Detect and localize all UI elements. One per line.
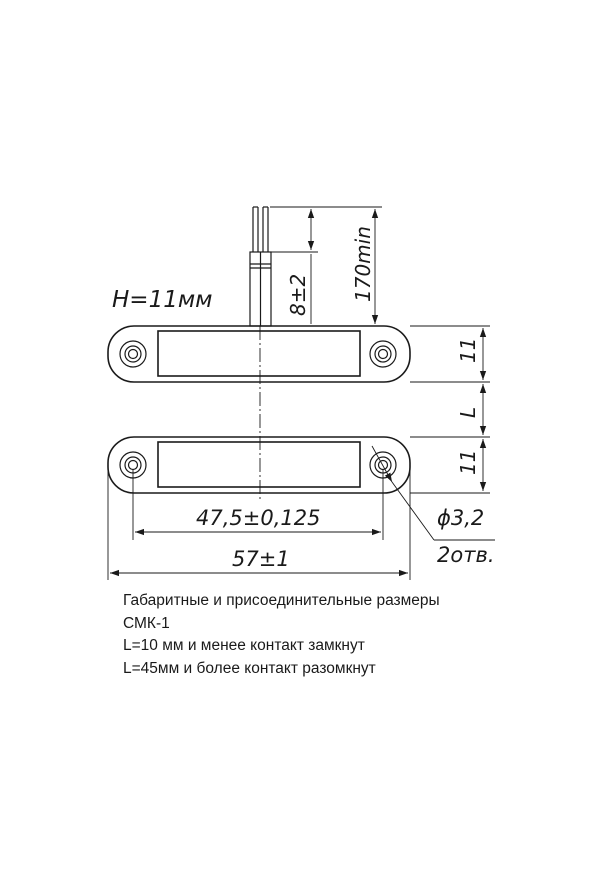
caption [123,590,440,680]
top-reed-switch-body [108,326,410,382]
caption-line-4: L=45мм и более контакт разомкнут [123,659,376,677]
label-hole-count: 2отв. [437,543,495,567]
label-sleeve: 8±2 [286,273,310,316]
top-left-mounting-hole [120,341,146,367]
label-height-bottom: 11 [456,449,480,475]
bottom-magnet-body [108,437,410,493]
label-hole-diameter: ϕ3,2 [437,506,485,530]
lead-wires [250,207,271,326]
label-gap: L [456,406,480,418]
label-overall-length: 57±1 [232,547,290,571]
label-height-top: 11 [456,337,480,363]
label-170min: 170min [351,226,375,302]
label-hole-spacing: 47,5±0,125 [196,506,321,530]
top-right-mounting-hole [370,341,396,367]
caption-line-3: L=10 мм и менее контакт замкнут [123,637,365,654]
height-note: H=11мм [112,287,213,313]
caption-line-1: Габаритные и присоединительные размеры [123,592,440,609]
caption-line-2: СМК-1 [123,614,170,632]
